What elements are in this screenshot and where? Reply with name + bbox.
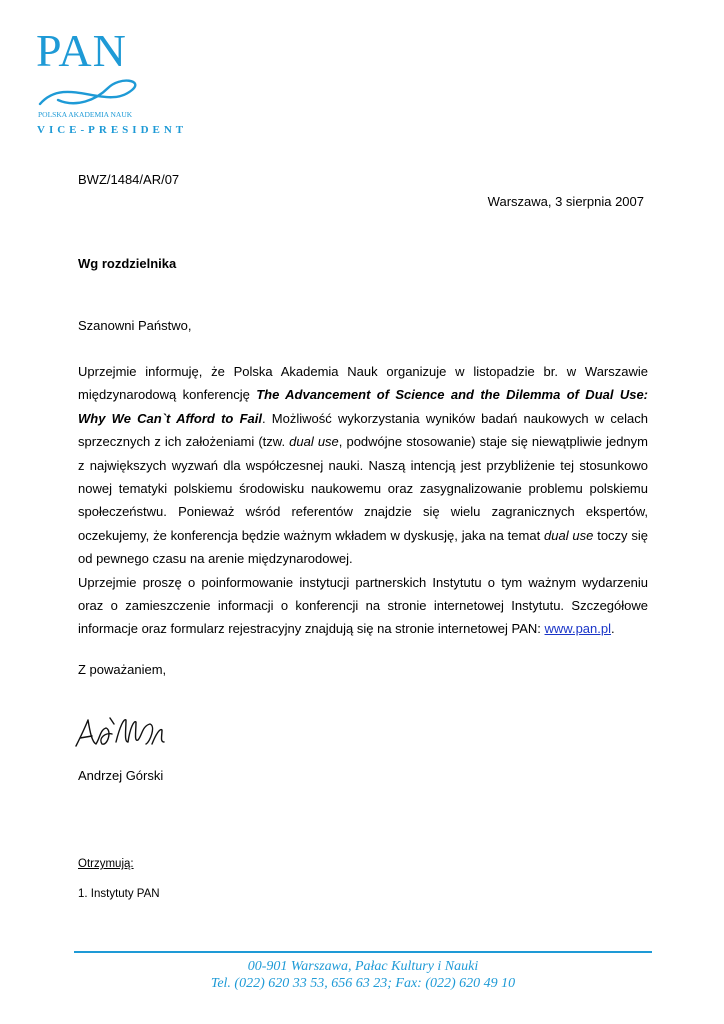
signature <box>70 708 180 758</box>
logo-org-name: POLSKA AKADEMIA NAUK <box>38 110 133 119</box>
dual-use-term: dual use <box>544 527 594 543</box>
footer-contact: Tel. (022) 620 33 53, 656 63 23; Fax: (022) 620 49 10 <box>210 976 516 991</box>
paragraph-1 <box>78 360 648 571</box>
p1-text-c: , podwójne stosowanie) staje się niewątpliwie jednym z największych wyzwań dla współczesnej nauki. Naszą intencją jest przybliżenie tej stosunkowo nowej tematyki polskiemu środowisku naukowemu oraz zasygnalizowanie problemu polskiemu społeczeństwu. Ponieważ wśród referentów znajdzie się wielu zagranicznych ekspertów, oczekujemy, że konferencja będzie ważnym wkładem w dyskusję, jaka na temat <box>78 434 648 543</box>
reference-number: BWZ/1484/AR/07 <box>78 172 180 187</box>
p1-text-d: toczy się od pewnego czasu na arenie międzynarodowej. <box>78 527 649 567</box>
pan-website-link[interactable]: www.pan.pl <box>544 621 611 637</box>
salutation: Szanowni Państwo, <box>78 318 192 333</box>
p1-text-b: . Możliwość wykorzystania wyników badań naukowych w celach sprzecznych z ich założeniami (tzw. <box>78 410 648 450</box>
place-date: Warszawa, 3 sierpnia 2007 <box>487 194 644 209</box>
footer <box>74 958 652 992</box>
pan-logo <box>36 25 146 128</box>
p2-text-b: . <box>611 621 615 637</box>
footer-address: 00-901 Warszawa, Pałac Kultury i Nauki <box>247 959 479 974</box>
logo-infinity-icon <box>36 78 146 110</box>
dual-use-term: dual use <box>289 434 339 450</box>
signer-name: Andrzej Górski <box>78 768 164 783</box>
recipient: Wg rozdzielnika <box>78 256 177 271</box>
conference-title: The Advancement of Science and the Dilemma of Dual Use: Why We Can`t Afford to Fail <box>78 387 649 426</box>
paragraph-2 <box>78 571 648 641</box>
p2-text-a: Uprzejmie proszę o poinformowanie instytucji partnerskich Instytutu o tym ważnym wydarzeniu oraz o zamieszczenie informacji o konferencji na stronie internetowej Instytutu. Szczegółowe informacje oraz formularz rejestracyjny znajdują się na stronie internetowej PAN: <box>78 574 648 637</box>
p1-text-a: Uprzejmie informuję, że Polska Akademia Nauk organizuje w listopadzie br. w Warszawie międzynarodową konferencję <box>78 364 648 403</box>
recipient-item: 1. Instytuty PAN <box>78 888 160 900</box>
letter-body <box>78 360 648 641</box>
footer-divider <box>74 951 652 953</box>
recipients-label: Otrzymują: <box>78 858 134 870</box>
office-title: VICE-PRESIDENT <box>37 124 188 136</box>
closing: Z poważaniem, <box>78 662 167 677</box>
logo-text: PAN <box>36 25 127 76</box>
